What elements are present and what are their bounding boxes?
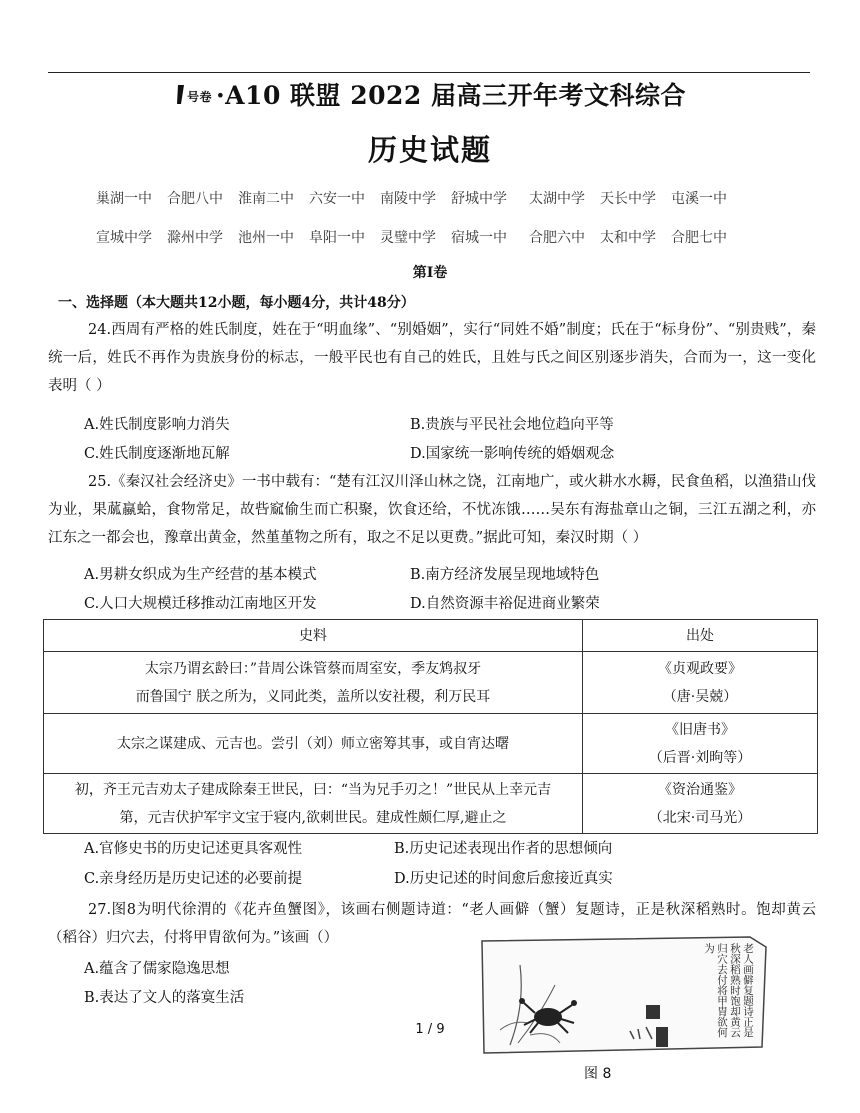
school-name: 太和中学 bbox=[600, 230, 656, 246]
source-cell bbox=[44, 652, 583, 714]
q26-option-a: A.官修史书的历史记述更具客观性 bbox=[84, 841, 303, 857]
q25-option-b: B.南方经济发展呈现地域特色 bbox=[410, 567, 600, 583]
source-line: 而鲁国宁 朕之所为，义同此类，盖所以安社稷，利万民耳 bbox=[135, 688, 491, 705]
q26-option-b: B.历史记述表现出作者的思想倾向 bbox=[394, 841, 613, 857]
q24-option-d: D.国家统一影响传统的婚姻观念 bbox=[410, 446, 615, 462]
source-line: 太宗乃谓玄龄曰：”昔周公诛管蔡而周室安，季友鸩叔牙 bbox=[144, 660, 482, 677]
page-number: 1 / 9 bbox=[415, 1022, 445, 1037]
table-header-row bbox=[44, 620, 818, 652]
school-name: 舒城中学 bbox=[451, 191, 507, 207]
origin-cell bbox=[583, 774, 818, 834]
table-row bbox=[44, 714, 818, 774]
school-name: 阜阳一中 bbox=[309, 230, 365, 246]
exam-header bbox=[0, 76, 860, 114]
source-line: 初，齐王元吉劝太子建成除秦王世民，曰：“当为兄手刃之！”世民从上幸元吉 bbox=[74, 781, 552, 798]
school-name: 六安一中 bbox=[309, 191, 365, 207]
school-name: 宣城中学 bbox=[96, 230, 152, 246]
school-name: 太湖中学 bbox=[529, 191, 585, 207]
header-source: 史料 bbox=[44, 620, 583, 652]
school-name: 屯溪一中 bbox=[671, 191, 727, 207]
figure-caption: 图 8 bbox=[584, 1066, 612, 1082]
q26-option-d: D.历史记述的时间愈后愈接近真实 bbox=[394, 871, 613, 887]
table-row bbox=[44, 774, 818, 834]
origin-cell bbox=[583, 714, 818, 774]
source-table bbox=[43, 619, 818, 834]
origin-author: （后晋·刘昫等） bbox=[648, 749, 752, 766]
origin-cell bbox=[583, 652, 818, 714]
source-cell bbox=[44, 714, 583, 774]
volume-label: 第Ⅰ卷 bbox=[412, 265, 448, 281]
source-line: 第，元吉伏护军宇文宝于寝内,欲刺世民。建成性颇仁厚,避止之 bbox=[119, 809, 507, 826]
q25-option-d: D.自然资源丰裕促进商业繁荣 bbox=[410, 596, 600, 612]
figure-poem: 老人画僻复题诗正是秋深稻熟时饱却黄云归穴去付将甲胄欲何为 bbox=[703, 943, 754, 1038]
school-list-row2 bbox=[96, 227, 776, 247]
origin-book: 《资治通鉴》 bbox=[658, 781, 742, 798]
origin-book: 《贞观政要》 bbox=[658, 660, 742, 677]
q25-option-c: C.人口大规模迁移推动江南地区开发 bbox=[84, 596, 317, 612]
q27-option-a: A.蕴含了儒家隐逸思想 bbox=[84, 961, 230, 977]
school-name: 合肥八中 bbox=[167, 191, 223, 207]
source-cell bbox=[44, 774, 583, 834]
question-text: 24.西周有严格的姓氏制度，姓在于“明血缘”、“别婚姻”，实行“同姓不婚”制度；氏在于“标身份”、“别贵贱”，秦统一后，姓氏不再作为贵族身份的标志，一般平民也有自己的姓氏，且姓与氏之间区别逐步消失，合而为一，这一变化表明（ ） bbox=[48, 322, 816, 394]
school-name: 滁州中学 bbox=[167, 230, 223, 246]
question-text: 25.《秦汉社会经济史》一书中载有：“楚有江汉川泽山林之饶，江南地广，或火耕水水耨，民食鱼稻，以渔猎山伐为业，果蓏蠃蛤，食物常足，故呰窳偷生而亡积聚，饮食还给，不忧冻饿……吴东有海盐章山之铜，三江五湖之利，亦江东之一都会也，豫章出黄金，然堇堇物之所有，取之不足以更费。”据此可知，秦汉时期（ ） bbox=[48, 474, 816, 546]
school-name: 合肥六中 bbox=[529, 230, 585, 246]
question-25-stem bbox=[48, 468, 816, 552]
top-rule bbox=[48, 72, 810, 73]
origin-book: 《旧唐书》 bbox=[665, 721, 735, 738]
origin-author: （唐·吴兢） bbox=[662, 688, 738, 705]
svg-text:号卷: 号卷 bbox=[186, 89, 212, 104]
question-24-stem bbox=[48, 316, 816, 400]
school-name: 合肥七中 bbox=[671, 230, 727, 246]
source-line: 太宗之谋建成、元吉也。尝引（刘）师立密筹其事，或自宵达曙 bbox=[117, 735, 509, 752]
school-name: 灵璧中学 bbox=[380, 230, 436, 246]
q24-option-b: B.贵族与平民社会地位趋向平等 bbox=[410, 417, 614, 433]
school-name: 池州一中 bbox=[238, 230, 294, 246]
school-name: 淮南二中 bbox=[238, 191, 294, 207]
table-row bbox=[44, 652, 818, 714]
q25-option-a: A.男耕女织成为生产经营的基本模式 bbox=[84, 567, 317, 583]
origin-author: （北宋·司马光） bbox=[648, 809, 752, 826]
q27-option-b: B.表达了文人的落寞生活 bbox=[84, 990, 245, 1006]
q26-option-c: C.亲身经历是历史记述的必要前提 bbox=[84, 871, 303, 887]
school-list-row1 bbox=[96, 188, 776, 208]
exam-title: ·A10 联盟 2022 届高三开年考文科综合 bbox=[215, 81, 687, 110]
q24-option-a: A.姓氏制度影响力消失 bbox=[84, 417, 230, 433]
publisher-logo bbox=[174, 82, 212, 114]
q24-option-c: C.姓氏制度逐渐地瓦解 bbox=[84, 446, 230, 462]
section-heading: 一、选择题（本大题共12小题，每小题4分，共计48分） bbox=[58, 295, 415, 311]
figure-8-crab-painting bbox=[480, 935, 770, 1095]
header-origin: 出处 bbox=[583, 620, 818, 652]
school-name: 天长中学 bbox=[600, 191, 656, 207]
school-name: 南陵中学 bbox=[380, 191, 436, 207]
question-text: 27.图8为明代徐渭的《花卉鱼蟹图》，该画右侧题诗道：“老人画僻（蟹）复题诗，正是秋深稻熟时。饱却黄云（稻谷）归穴去，付将甲胄欲何为。”该画（） bbox=[48, 902, 816, 946]
school-name: 宿城一中 bbox=[451, 230, 507, 246]
subject-title: 历史试题 bbox=[367, 133, 492, 167]
school-name: 巢湖一中 bbox=[96, 191, 152, 207]
